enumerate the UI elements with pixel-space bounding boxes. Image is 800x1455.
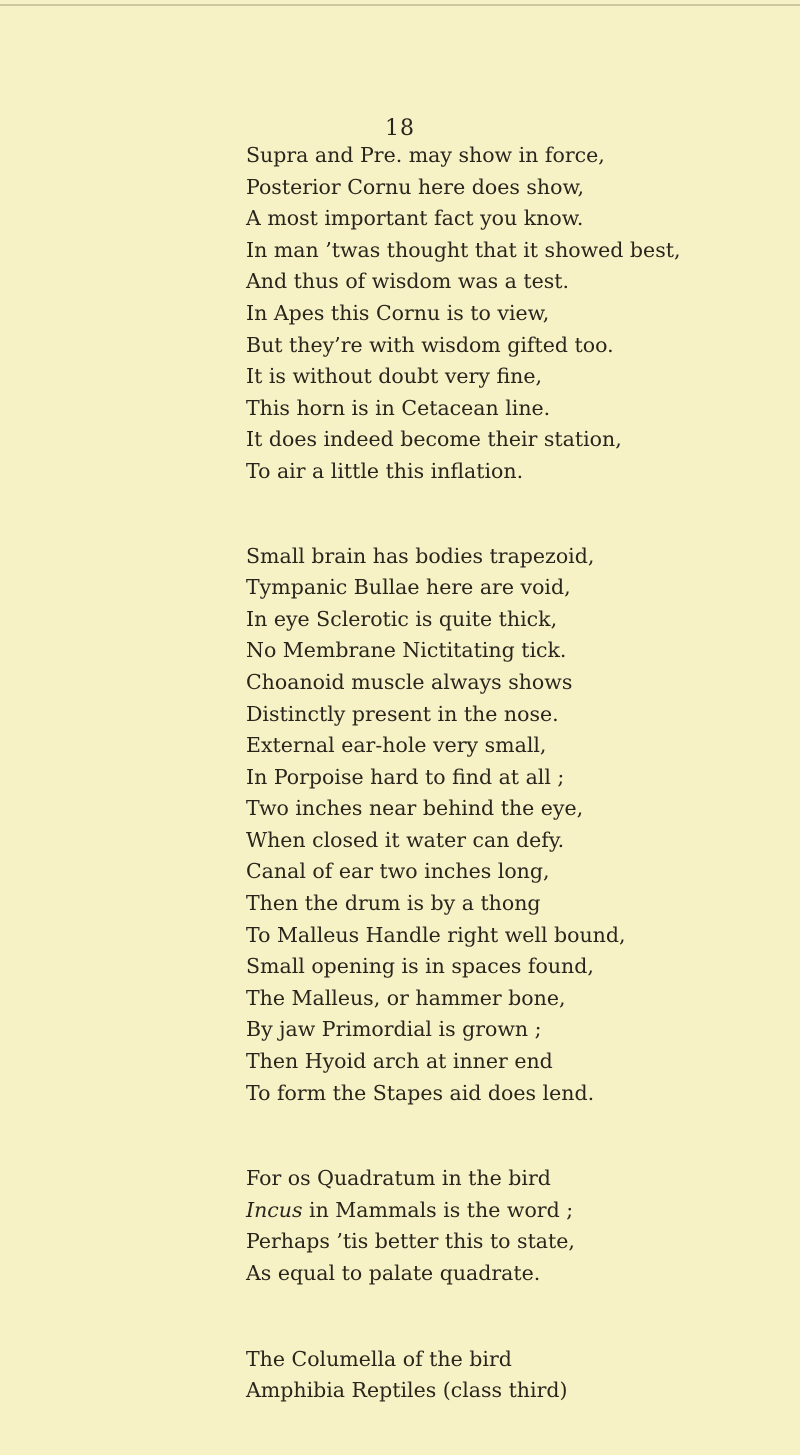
poem-line: Small brain has bodies trapezoid, — [246, 543, 595, 568]
poem-line — [246, 1195, 786, 1227]
poem-line: In Apes this Cornu is to view, — [246, 300, 550, 325]
poem-line: This horn is in Cetacean line. — [246, 395, 551, 420]
poem-line: A most important fact you know. — [246, 206, 584, 231]
poem-line: Posterior Cornu here does show, — [246, 174, 585, 199]
stanza-break — [246, 488, 786, 541]
page-top-edge — [0, 4, 800, 6]
poem-line: Then Hyoid arch at inner end — [246, 1049, 553, 1074]
poem-body — [246, 140, 786, 1407]
poem-line: Tympanic Bullae here are void, — [246, 575, 571, 600]
page-number: 18 — [385, 116, 415, 141]
poem-line: Amphibia Reptiles (class third) — [246, 1378, 568, 1403]
poem-line: For os Quadratum in the bird — [246, 1166, 551, 1191]
poem-line: To air a little this inflation. — [246, 458, 524, 483]
poem-line: It is without doubt very fine, — [246, 364, 542, 389]
italic-term: Incus — [246, 1197, 303, 1222]
poem-line: It does indeed become their station, — [246, 427, 622, 452]
poem-line: In eye Sclerotic is quite thick, — [246, 606, 558, 631]
stanza-2 — [246, 541, 786, 1110]
poem-line: The Columella of the bird — [246, 1346, 512, 1371]
poem-line: To Malleus Handle right well bound, — [246, 922, 626, 947]
poem-line: To form the Stapes aid does lend. — [246, 1080, 595, 1105]
stanza-4 — [246, 1344, 786, 1407]
poem-line: The Malleus, or hammer bone, — [246, 985, 566, 1010]
poem-line: Distinctly present in the nose. — [246, 701, 559, 726]
poem-line: External ear-hole very small, — [246, 733, 547, 758]
poem-line: Then the drum is by a thong — [246, 891, 541, 916]
poem-line: Choanoid muscle always shows — [246, 669, 573, 694]
poem-line: Canal of ear two inches long, — [246, 859, 550, 884]
poem-line: But they’re with wisdom gifted too. — [246, 332, 614, 357]
poem-line: In Porpoise hard to find at all ; — [246, 764, 565, 789]
poem-line: And thus of wisdom was a test. — [246, 269, 570, 294]
poem-line: By jaw Primordial is grown ; — [246, 1017, 542, 1042]
poem-line: Small opening is in spaces found, — [246, 954, 594, 979]
poem-line: Two inches near behind the eye, — [246, 796, 584, 821]
poem-line: As equal to palate quadrate. — [246, 1261, 541, 1285]
poem-line: Perhaps ’tis better this to state, — [246, 1229, 575, 1254]
poem-line: No Membrane Nictitating tick. — [246, 638, 567, 663]
poem-line: In man ’twas thought that it showed best, — [246, 237, 681, 262]
stanza-1 — [246, 140, 786, 488]
stanza-break — [246, 1109, 786, 1163]
poem-line: Supra and Pre. may show in force, — [246, 143, 605, 167]
stanza-3 — [246, 1163, 786, 1289]
stanza-break — [246, 1290, 786, 1344]
poem-line-rest: in Mammals is the word ; — [302, 1197, 574, 1222]
poem-line: When closed it water can defy. — [246, 827, 565, 852]
